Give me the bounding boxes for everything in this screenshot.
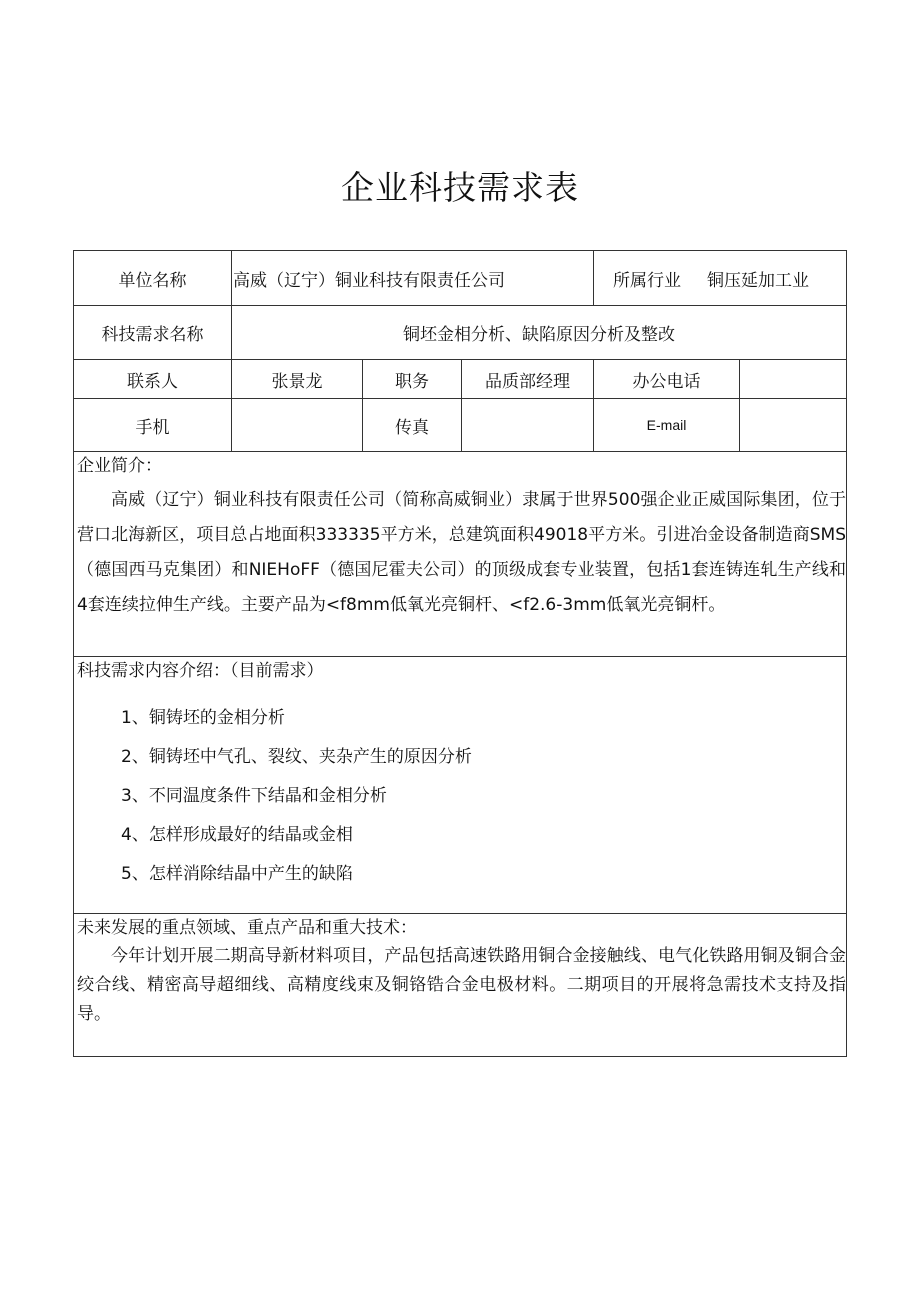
- requirement-item: 4、怎样形成最好的结晶或金相: [121, 825, 353, 845]
- email-label: E-mail: [594, 399, 740, 452]
- fax-label: 传真: [363, 399, 462, 452]
- row-contact: [74, 360, 847, 399]
- row-requirements: [74, 657, 847, 914]
- mobile-value: [232, 399, 363, 452]
- mobile-label: 手机: [74, 399, 232, 452]
- page-title: 企业科技需求表: [341, 168, 579, 207]
- unit-label: 单位名称: [74, 251, 232, 306]
- demand-form-table: [73, 250, 847, 1057]
- contact-label: 联系人: [74, 360, 232, 399]
- office-phone-value: [740, 360, 847, 399]
- fax-value: [462, 399, 594, 452]
- requirements-section: [74, 657, 847, 914]
- demand-label: 科技需求名称: [74, 306, 232, 360]
- industry-value: 铜压延加工业: [707, 270, 810, 291]
- row-intro: [74, 452, 847, 657]
- requirement-item: 5、怎样消除结晶中产生的缺陷: [121, 864, 353, 884]
- requirement-item: 1、铜铸坯的金相分析: [121, 708, 285, 728]
- row-future: [74, 914, 847, 1057]
- position-label: 职务: [363, 360, 462, 399]
- contact-value: 张景龙: [232, 360, 363, 399]
- demand-value: 铜坯金相分析、缺陷原因分析及整改: [232, 306, 847, 360]
- industry-label: 所属行业: [613, 270, 682, 291]
- requirement-item: 2、铜铸坯中气孔、裂纹、夹杂产生的原因分析: [121, 747, 472, 767]
- future-text: 今年计划开展二期高导新材料项目，产品包括高速铁路用铜合金接触线、电气化铁路用铜及铜合金绞合线、精密高导超细线、高精度线束及铜铬锆合金电极材料。二期项目的开展将急需技术支持及指导。: [77, 946, 847, 1024]
- unit-value-text: 高威（辽宁）铜业科技有限责任公司: [233, 270, 505, 291]
- row-unit: [74, 251, 847, 306]
- intro-text: 高威（辽宁）铜业科技有限责任公司（简称高威铜业）隶属于世界500强企业正威国际集团，位于营口北海新区，项目总占地面积333335平方米，总建筑面积49018平方米。引进冶金设备制造商SMS（德国西马克集团）和NIEHoFF（德国尼霍夫公司）的顶级成套专业装置，包括1套连铸连轧生产线和4套连续拉伸生产线。主要产品为<f8mm低氧光亮铜杆、<f2.6-3mm低氧光亮铜杆。: [77, 490, 847, 615]
- requirements-list: [77, 705, 846, 887]
- row-mobile: [74, 399, 847, 452]
- future-heading: 未来发展的重点领域、重点产品和重大技术：: [77, 918, 417, 938]
- position-value: 品质部经理: [462, 360, 594, 399]
- row-demand-name: [74, 306, 847, 360]
- email-value: [740, 399, 847, 452]
- intro-section: [74, 452, 847, 657]
- intro-heading: 企业简介：: [77, 456, 162, 476]
- requirements-heading: 科技需求内容介绍：（目前需求）: [77, 661, 324, 681]
- office-phone-label: 办公电话: [594, 360, 740, 399]
- unit-value: [232, 251, 594, 306]
- requirement-item: 3、不同温度条件下结晶和金相分析: [121, 786, 387, 806]
- future-section: [74, 914, 847, 1057]
- industry-cell: [594, 251, 847, 306]
